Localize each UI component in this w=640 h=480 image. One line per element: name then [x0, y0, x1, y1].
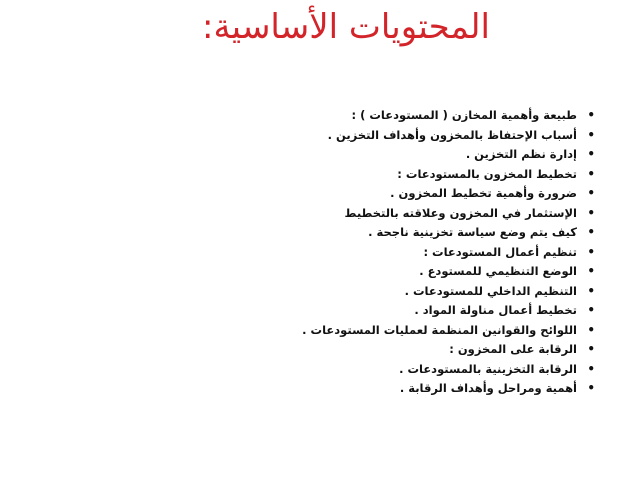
- list-item-text: أسباب الإحتفاظ بالمخزون وأهداف التخزين .: [327, 127, 577, 142]
- bullet-icon: •: [587, 244, 595, 259]
- topic-list: [275, 106, 595, 399]
- list-item: [275, 379, 595, 399]
- bullet-icon: •: [587, 264, 595, 278]
- list-item-text: إدارة نظم التخزين .: [465, 147, 577, 161]
- bullet-icon: •: [587, 381, 595, 395]
- list-item: [275, 106, 595, 126]
- bullet-icon: •: [587, 147, 595, 161]
- list-item: [275, 145, 595, 165]
- bullet-icon: •: [587, 225, 595, 239]
- bullet-icon: •: [587, 166, 595, 181]
- bullet-icon: •: [587, 108, 595, 122]
- list-item: [275, 243, 595, 263]
- bullet-icon: •: [587, 322, 595, 337]
- list-item-text: الرقابة على المخزون :: [449, 342, 577, 356]
- list-item: [275, 282, 595, 302]
- list-item-text: الرقابة التخزينية بالمستودعات .: [399, 361, 577, 376]
- list-item-text: تخطيط أعمال مناولة المواد .: [414, 303, 577, 317]
- list-item: [275, 340, 595, 360]
- list-item: [275, 184, 595, 204]
- list-item-text: كيف يتم وضع سياسة تخزينية ناجحة .: [368, 225, 577, 239]
- list-item-text: اللوائح والقوانين المنظمة لعمليات المستودعات .: [302, 322, 577, 337]
- list-item: [275, 301, 595, 321]
- list-item: [275, 165, 595, 185]
- list-item: [275, 126, 595, 146]
- list-item: [275, 204, 595, 224]
- list-item-text: التنظيم الداخلي للمستودعات .: [404, 283, 577, 298]
- list-item-text: تخطيط المخزون بالمستودعات :: [397, 166, 577, 181]
- list-item-text: تنظيم أعمال المستودعات :: [423, 244, 577, 259]
- list-item-text: أهمية ومراحل وأهداف الرقابة .: [399, 381, 577, 395]
- list-item-text: الإستثمار في المخزون وعلاقته بالتخطيط: [344, 205, 577, 220]
- bullet-icon: •: [587, 186, 595, 200]
- bullet-icon: •: [587, 361, 595, 376]
- list-item: [275, 223, 595, 243]
- bullet-icon: •: [587, 342, 595, 356]
- list-item: [275, 360, 595, 380]
- bullet-icon: •: [587, 127, 595, 142]
- bullet-icon: •: [587, 205, 595, 220]
- list-item: [275, 321, 595, 341]
- list-item-text: طبيعة وأهمية المخازن ( المستودعات ) :: [351, 108, 577, 122]
- bullet-icon: •: [587, 283, 595, 298]
- slide-title: المحتويات الأساسية:: [202, 7, 490, 47]
- list-item-text: ضرورة وأهمية تخطيط المخزون .: [390, 186, 577, 200]
- bullet-icon: •: [587, 303, 595, 317]
- list-item: [275, 262, 595, 282]
- list-item-text: الوضع التنظيمي للمستودع .: [419, 264, 577, 278]
